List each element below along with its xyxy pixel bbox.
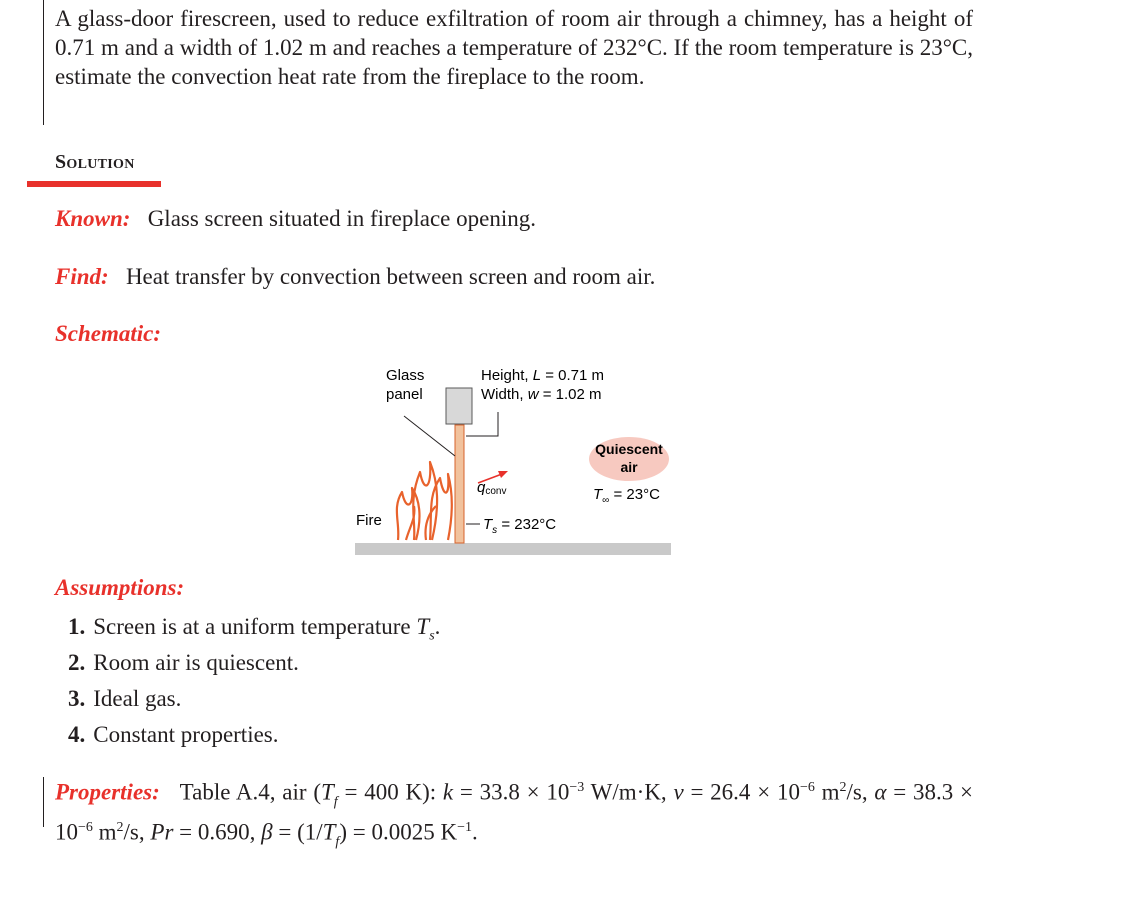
glass-panel — [455, 425, 464, 543]
known-text: Glass screen situated in fireplace opening. — [147, 206, 536, 231]
problem-statement: A glass-door firescreen, used to reduce exfiltration of room air through a chimney, has a height of 0.71 m and a width of 1.02 m and reaches a temperature of 232°C. If the room temperature is 23°C, estimate the convection heat rate from the fireplace to the room. — [55, 6, 973, 89]
q-conv-label: qconv — [477, 479, 507, 497]
solution-heading: Solution — [55, 151, 135, 173]
qconv-arrow-head — [498, 471, 508, 478]
schematic-label: Schematic: — [55, 321, 162, 346]
fire-label: Fire — [356, 512, 382, 529]
properties-label: Properties: — [55, 779, 160, 805]
glass-label-line-1: Glass — [386, 367, 425, 384]
t-infinity-label: $T_\infty = 23^\circ C$ — [593, 486, 660, 506]
assumptions-label: Assumptions: — [55, 575, 185, 600]
assumption-item: 1. Screen is at a uniform temperature $T_s$. — [68, 614, 441, 644]
properties-paragraph: Properties: Table A.4, air ($T_f = 400$ K): $k = 33.8 \times 10^{-3}$ W/m·K, $\nu = 26.4 \times 10^{-6}$ $m^2/s$, $\alpha = 38.3 \times 10^{-6}$ $m^2/s$, Pr = 0.690, $\beta = (1/T_f) = 0.0025$ $K^{-1}$. — [55, 779, 973, 850]
glass-label-line-2: panel — [386, 386, 423, 403]
width-label: Width, w = 1.02 m — [481, 386, 602, 403]
quiescent-label-2: air — [620, 459, 638, 475]
assumptions-list — [68, 612, 440, 756]
assumption-item: 4. Constant properties. — [68, 722, 279, 747]
ts-label: $T_s = 232^\circ C$ — [483, 516, 557, 536]
height-label: Height, L = 0.71 m — [481, 367, 604, 384]
quiescent-label-1: Quiescent — [595, 441, 663, 457]
find-text: Heat transfer by convection between screen and room air. — [125, 264, 656, 289]
assumptions-heading — [55, 575, 184, 601]
find-label: Find: — [55, 264, 109, 289]
floor-bar — [355, 543, 671, 555]
flame-icon — [397, 462, 452, 540]
panel-header-box — [446, 388, 472, 424]
assumption-item: 2. Room air is quiescent. — [68, 650, 299, 675]
known-label: Known: — [55, 206, 131, 231]
assumption-item: 3. Ideal gas. — [68, 686, 182, 711]
